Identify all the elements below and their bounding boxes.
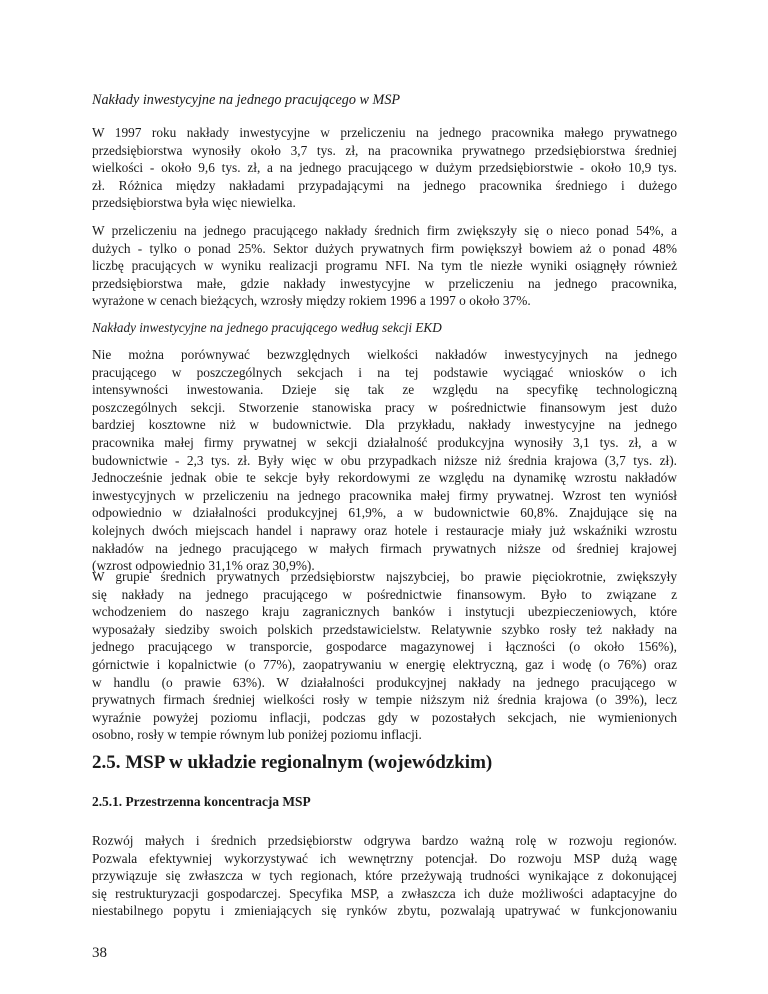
text-line: zł. Różnica między nakładami przypadającymi na jednego pracownika średniego i dużego — [92, 177, 677, 193]
paragraph — [92, 222, 677, 310]
text-line: W grupie średnich prywatnych przedsiębiorstw najszybciej, bo prawie pięciokrotnie, zwiększyły — [92, 569, 677, 584]
text-line: wyraźnie powyżej poziomu inflacji, podczas gdy w pozostałych sekcjach, nie wymienionych — [92, 709, 677, 725]
text-line: się restrukturyzacji gospodarczej. Specyfika MSP, a zwłaszcza ich duże możliwości adaptacyjne do — [92, 885, 677, 901]
text-line: Pozwala efektywniej wykorzystywać ich wewnętrzny potencjał. Do rozwoju MSP dużą wagę — [92, 850, 677, 866]
text-line: Rozwój małych i średnich przedsiębiorstw odgrywa bardzo ważną rolę w rozwoju regionów. — [92, 833, 677, 848]
text-line: jednego pracującego w transporcie, gospodarce magazynowej i łączności (o około 156%), — [92, 639, 677, 655]
text-line: przedsiębiorstwa była więc niewielka. — [92, 195, 296, 211]
text-line: poszczególnych sekcji. Stworzenie stanowiska pracy w pośrednictwie finansowym jest dużo — [92, 399, 677, 415]
text-line: odpowiednio w działalności produkcyjnej 61,9%, a w budownictwie 60,8%. Znajdujące się na — [92, 505, 677, 521]
text-line: bardziej kosztowne niż w budownictwie. Dla przykładu, nakłady inwestycyjne na jednego — [92, 417, 677, 433]
text-line: niestabilnego popytu i zmieniających się rynków zbytu, pozwalają upatrywać w funkcjonowaniu — [92, 903, 677, 919]
text-line: Jednocześnie jednak obie te sekcje były rekordowymi ze względu na dynamikę wzrostu nakładów — [92, 470, 677, 486]
text-line: prywatnych firmach średniej wielkości rosły w tempie niższym niż średnia krajowa (o 39%), lecz — [92, 692, 677, 708]
text-line: wyrażone w cenach bieżących, wzrosły między rokiem 1996 a 1997 o około 37%. — [92, 293, 531, 309]
page-number: 38 — [92, 945, 107, 961]
text-line: (wzrost odpowiednio 31,1% oraz 30,9%). — [92, 558, 315, 574]
text-line: osobno, rosły w tempie równym lub poniżej poziomu inflacji. — [92, 727, 422, 743]
text-line: inwestycyjnych w przeliczeniu na jednego pracownika małej firmy prywatnej. Wzrost ten wyniósł — [92, 487, 677, 503]
text-line: kolejnych dwóch miejscach handel i naprawy oraz hotele i restauracje miały już wskaźniki wzrostu — [92, 522, 677, 538]
paragraph — [92, 568, 677, 744]
section-heading-investment-per-worker: Nakłady inwestycyjne na jednego pracującego w MSP — [92, 92, 401, 108]
text-line: dużych - tylko o ponad 25%. Sektor dużych prywatnych firm powiększył bowiem aż o ponad 48% — [92, 240, 677, 256]
paragraph — [92, 832, 677, 920]
text-line: przedsiębiorstwa małe, gdzie nakłady inwestycyjne w przeliczeniu na jednego pracownika, — [92, 275, 677, 291]
text-line: przywiązuje się zwłaszcza w tych regionach, które przeżywają trudności wynikające z dokonującej — [92, 868, 677, 884]
text-line: górnictwie i kopalnictwie (o 77%), zaopatrywaniu w energię elektryczną, gaz i wodę (o 76%) oraz — [92, 656, 677, 672]
text-line: liczbę pracujących w wyniku realizacji programu NFI. Na tym tle niezłe wyniki osiągnęły również — [92, 258, 677, 274]
text-line: Nie można porównywać bezwzględnych wielkości nakładów inwestycyjnych na jednego — [92, 347, 677, 362]
text-line: przedsiębiorstwa wynosiły około 3,7 tys. zł, na pracownika prywatnego przedsiębiorstwa średniej — [92, 142, 677, 158]
text-line: pracującego w poszczególnych sekcjach i na tej podstawie wyciągać wniosków o ich — [92, 364, 677, 380]
text-line: w handlu (o prawie 63%). W działalności produkcyjnej nakłady na jednego pracującego w — [92, 674, 677, 690]
subchapter-heading: 2.5.1. Przestrzenna koncentracja MSP — [92, 794, 311, 809]
text-line: wielkości - około 9,6 tys. zł, a na jednego pracującego w dużym przedsiębiorstwie - około 10,9 tys. — [92, 160, 677, 176]
paragraph — [92, 346, 677, 575]
text-line: W przeliczeniu na jednego pracującego nakłady średnich firm zwiększyły się o nieco ponad 54%, a — [92, 223, 677, 238]
text-line: się nakłady na jednego pracującego w pośrednictwie finansowym. Było to związane z — [92, 586, 677, 602]
section-heading-investment-by-ekd: Nakłady inwestycyjne na jednego pracującego według sekcji EKD — [92, 320, 442, 335]
text-line: wyposażały siedziby swoich polskich przedstawicielstw. Relatywnie szybko rosły też nakłady na — [92, 621, 677, 637]
text-line: budownictwie - 2,3 tys. zł. Były więc w obu przypadkach niższe niż średnia krajowa (3,7 tys. zł). — [92, 452, 677, 468]
text-line: W 1997 roku nakłady inwestycyjne w przeliczeniu na jednego pracownika małego prywatnego — [92, 125, 677, 140]
text-line: wchodzeniem do naszego kraju zagranicznych banków i instytucji ubezpieczeniowych, które — [92, 604, 677, 620]
paragraph — [92, 124, 677, 212]
text-line: pracownika małej firmy prywatnej w sekcji działalność produkcyjna wynosiły 3,1 tys. zł, a w — [92, 434, 677, 450]
text-line: nakładów na jednego pracującego w małych firmach prywatnych niższe od średniej krajowej — [92, 540, 677, 556]
chapter-heading: 2.5. MSP w układzie regionalnym (wojewódzkim) — [92, 752, 493, 773]
text-line: intensywności inwestowania. Dzieje się tak ze względu na specyfikę technologiczną — [92, 382, 677, 398]
